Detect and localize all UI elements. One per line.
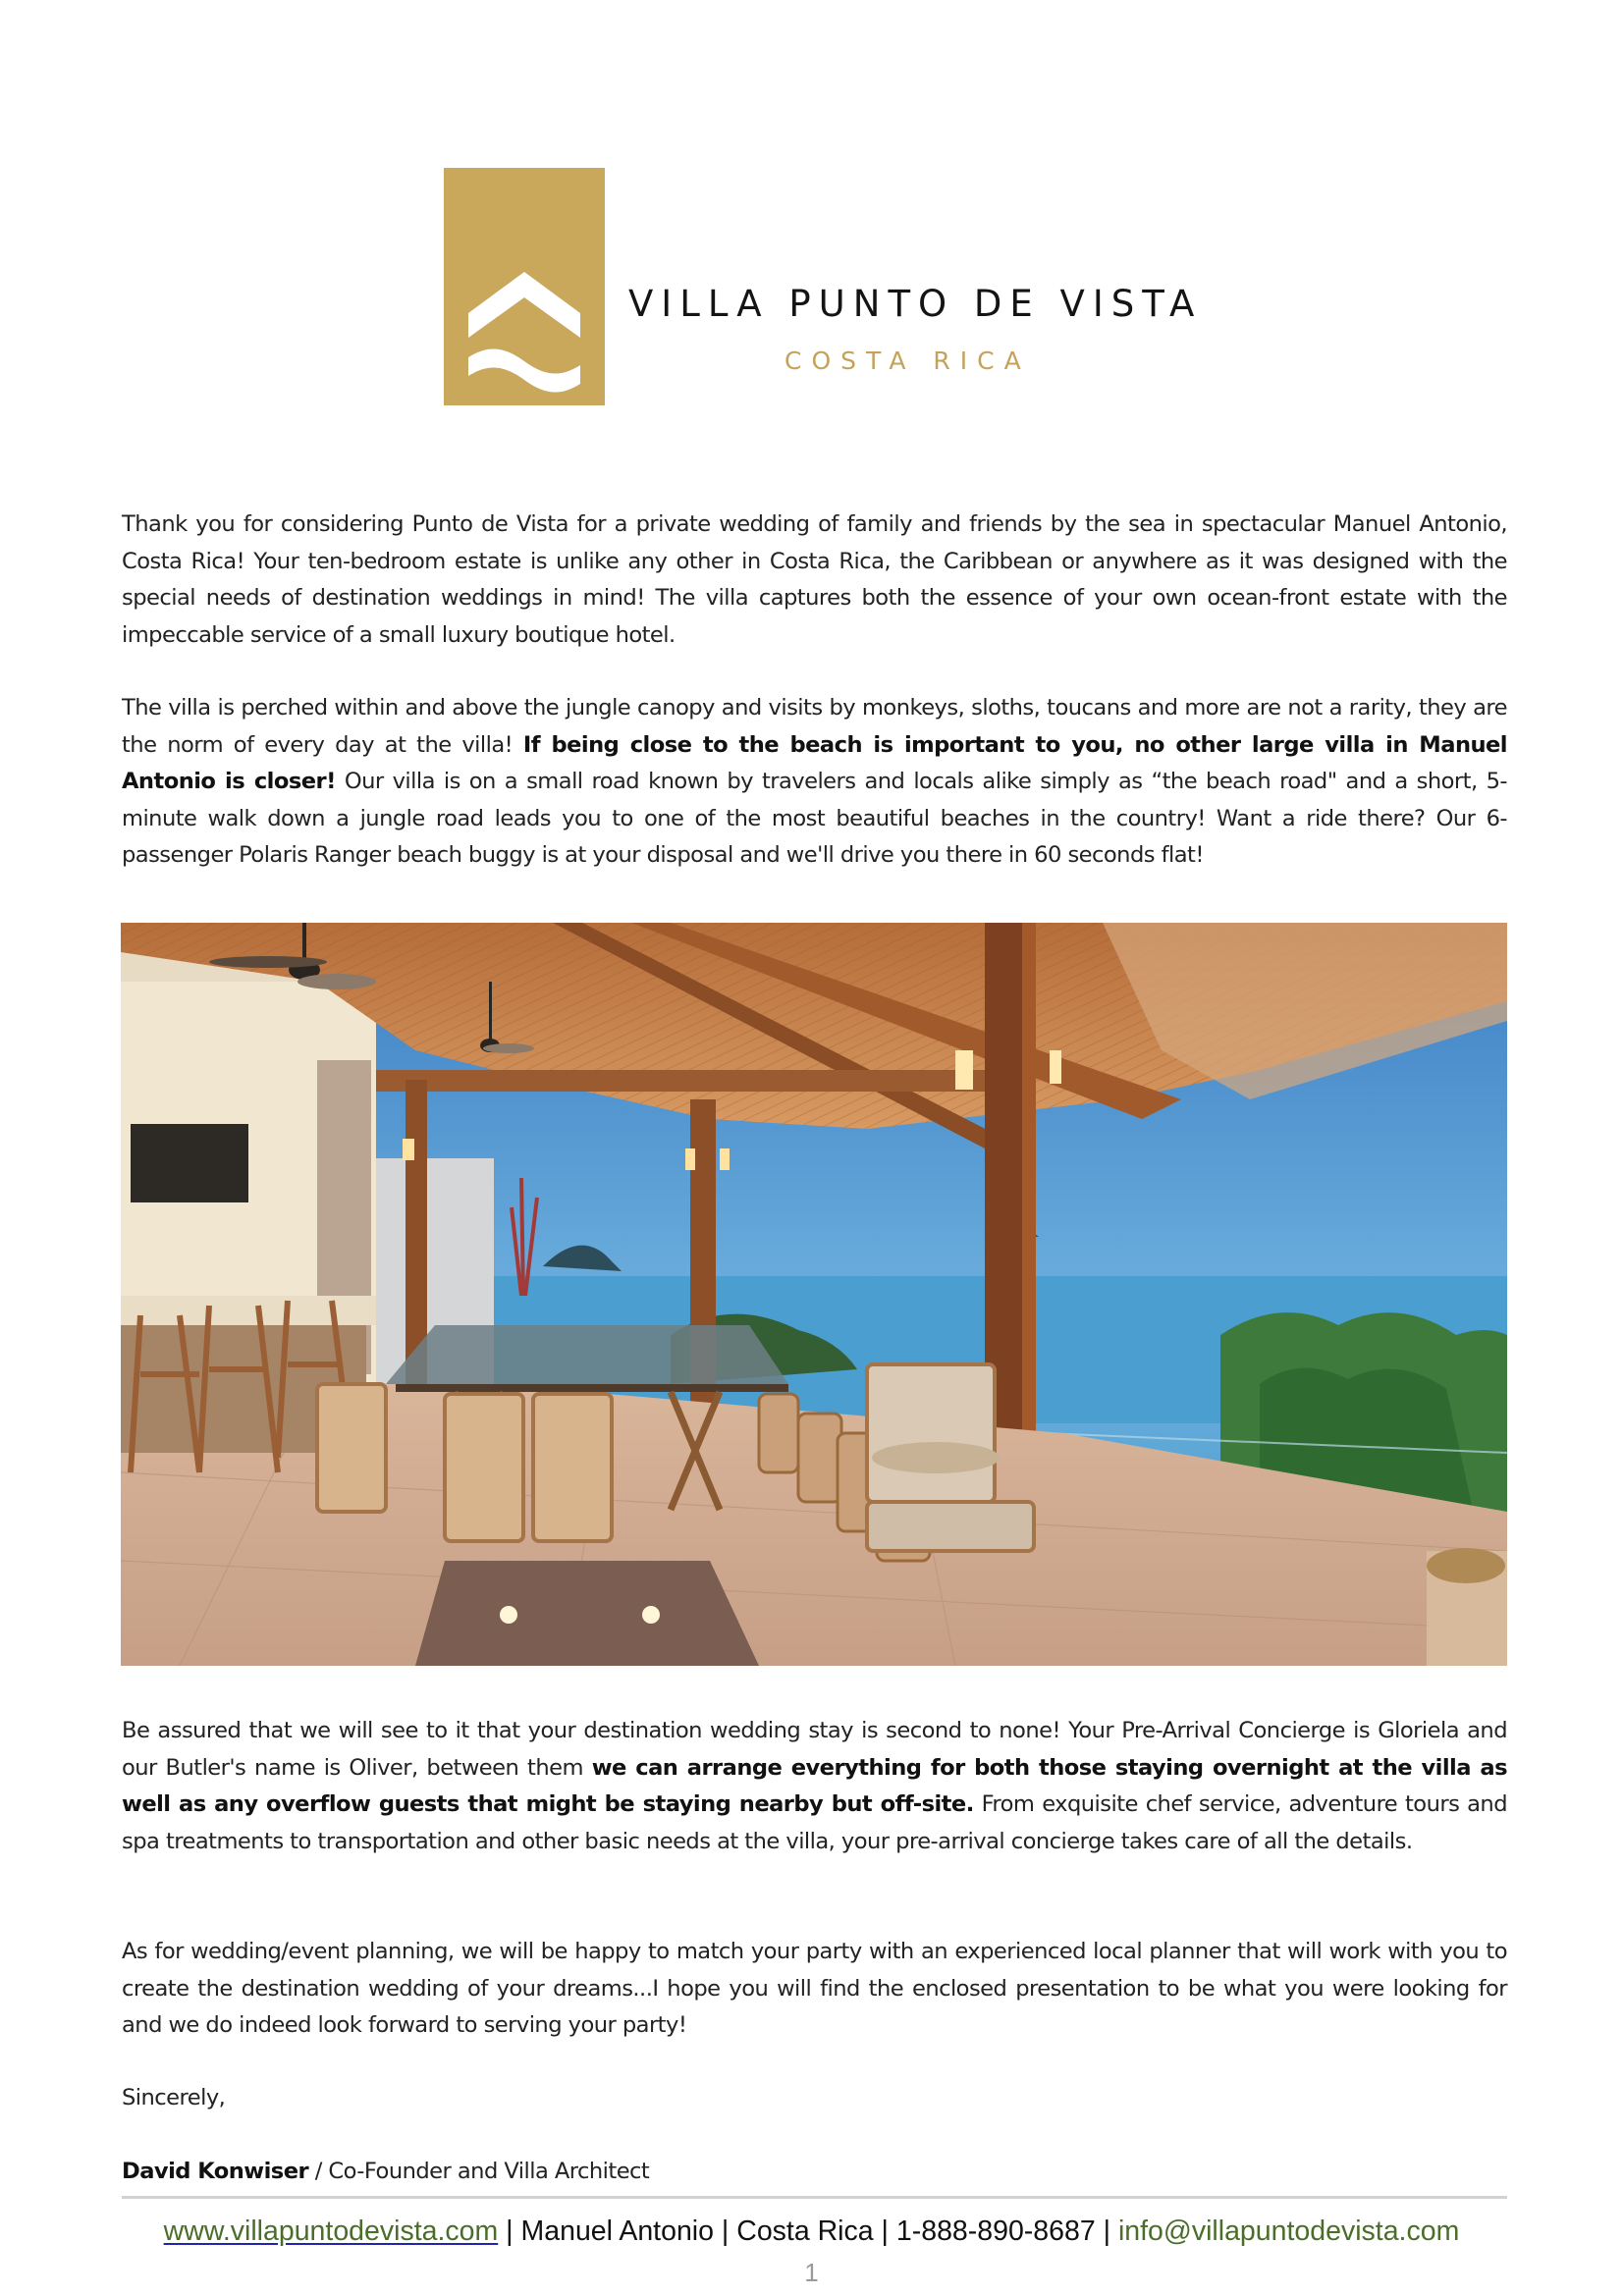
author-name: David Konwiser xyxy=(122,2159,309,2184)
footer-divider xyxy=(122,2196,1507,2199)
brand-location: COSTA RICA xyxy=(784,347,1031,375)
paragraph-text: From exquisite chef service, adventure tours and spa treatments to transportation and other basic needs at the villa, your pre-arrival concierge takes care of all the details. xyxy=(122,1791,1507,1854)
separator: | xyxy=(713,2216,737,2247)
paragraph-text: Our villa is on a small road known by travelers and locals alike simply as “the beach road" and a short, 5-minute walk down a jungle road leads you to one of the most beautiful beaches in the country! Want a ride there? Our 6-passenger Polaris Ranger beach buggy is at your disposal and we'll drive you there in 60 seconds flat! xyxy=(122,769,1507,868)
separator: | xyxy=(498,2216,521,2247)
photo-illustration xyxy=(121,923,1507,1666)
author-signature xyxy=(122,2154,1507,2191)
paragraph-text: Be assured that we will see to it that your destination wedding stay is second to none! Your Pre-Arrival Concierge is Gloriela and our Butler's name is Oliver, between them xyxy=(122,1718,1507,1781)
page-number: 1 xyxy=(804,2258,819,2287)
separator: | xyxy=(873,2216,896,2247)
roof-and-wave-icon xyxy=(444,168,605,405)
paragraph-text: The villa is perched within and above the jungle canopy and visits by monkeys, sloths, toucans and more are not a rarity, they are the norm of every day at the villa! xyxy=(122,695,1507,758)
logo-mark xyxy=(444,168,605,405)
closing-text: Sincerely, xyxy=(122,2085,226,2110)
email-link[interactable]: info@villapuntodevista.com xyxy=(1117,2216,1460,2247)
letter-paragraph-1 xyxy=(122,507,1507,654)
letter-paragraph-2 xyxy=(122,690,1507,875)
paragraph-text: As for wedding/event planning, we will be happy to match your party with an experienced local planner that will work with you to create the destination wedding of your dreams...I hope you will find the enclosed presentation to be what you were looking for and we do indeed look forward to serving your party! xyxy=(122,1939,1507,2038)
paragraph-text: Thank you for considering Punto de Vista for a private wedding of family and friends by the sea in spectacular Manuel Antonio, Costa Rica! Your ten-bedroom estate is unlike any other in Costa Rica, the Caribbean or anywhere as it was designed with the special needs of destination weddings in mind! The villa captures both the essence of your own ocean-front estate with the impeccable service of a small luxury boutique hotel. xyxy=(122,511,1507,648)
footer-phone: 1-888-890-8687 xyxy=(895,2216,1096,2247)
footer-area: Manuel Antonio xyxy=(520,2216,714,2247)
paragraph-bold-text: we can arrange everything for both those staying overnight at the villa as well as any overflow guests that might be staying nearby but off-site. xyxy=(122,1754,1507,1817)
author-title: / Co-Founder and Villa Architect xyxy=(308,2159,650,2184)
villa-terrace-photo xyxy=(121,923,1507,1666)
footer-country: Costa Rica xyxy=(736,2216,874,2247)
closing-salutation xyxy=(122,2080,1507,2117)
separator: | xyxy=(1095,2216,1118,2247)
letter-paragraph-3 xyxy=(122,1713,1507,1860)
paragraph-bold-text: If being close to the beach is important to you, no other large villa in Manuel Antonio is closer! xyxy=(122,731,1507,794)
footer-contact xyxy=(0,2216,1623,2248)
brand-name: VILLA PUNTO DE VISTA xyxy=(628,283,1203,325)
letter-paragraph-4 xyxy=(122,1934,1507,2045)
website-link[interactable]: www.villapuntodevista.com xyxy=(163,2216,499,2247)
